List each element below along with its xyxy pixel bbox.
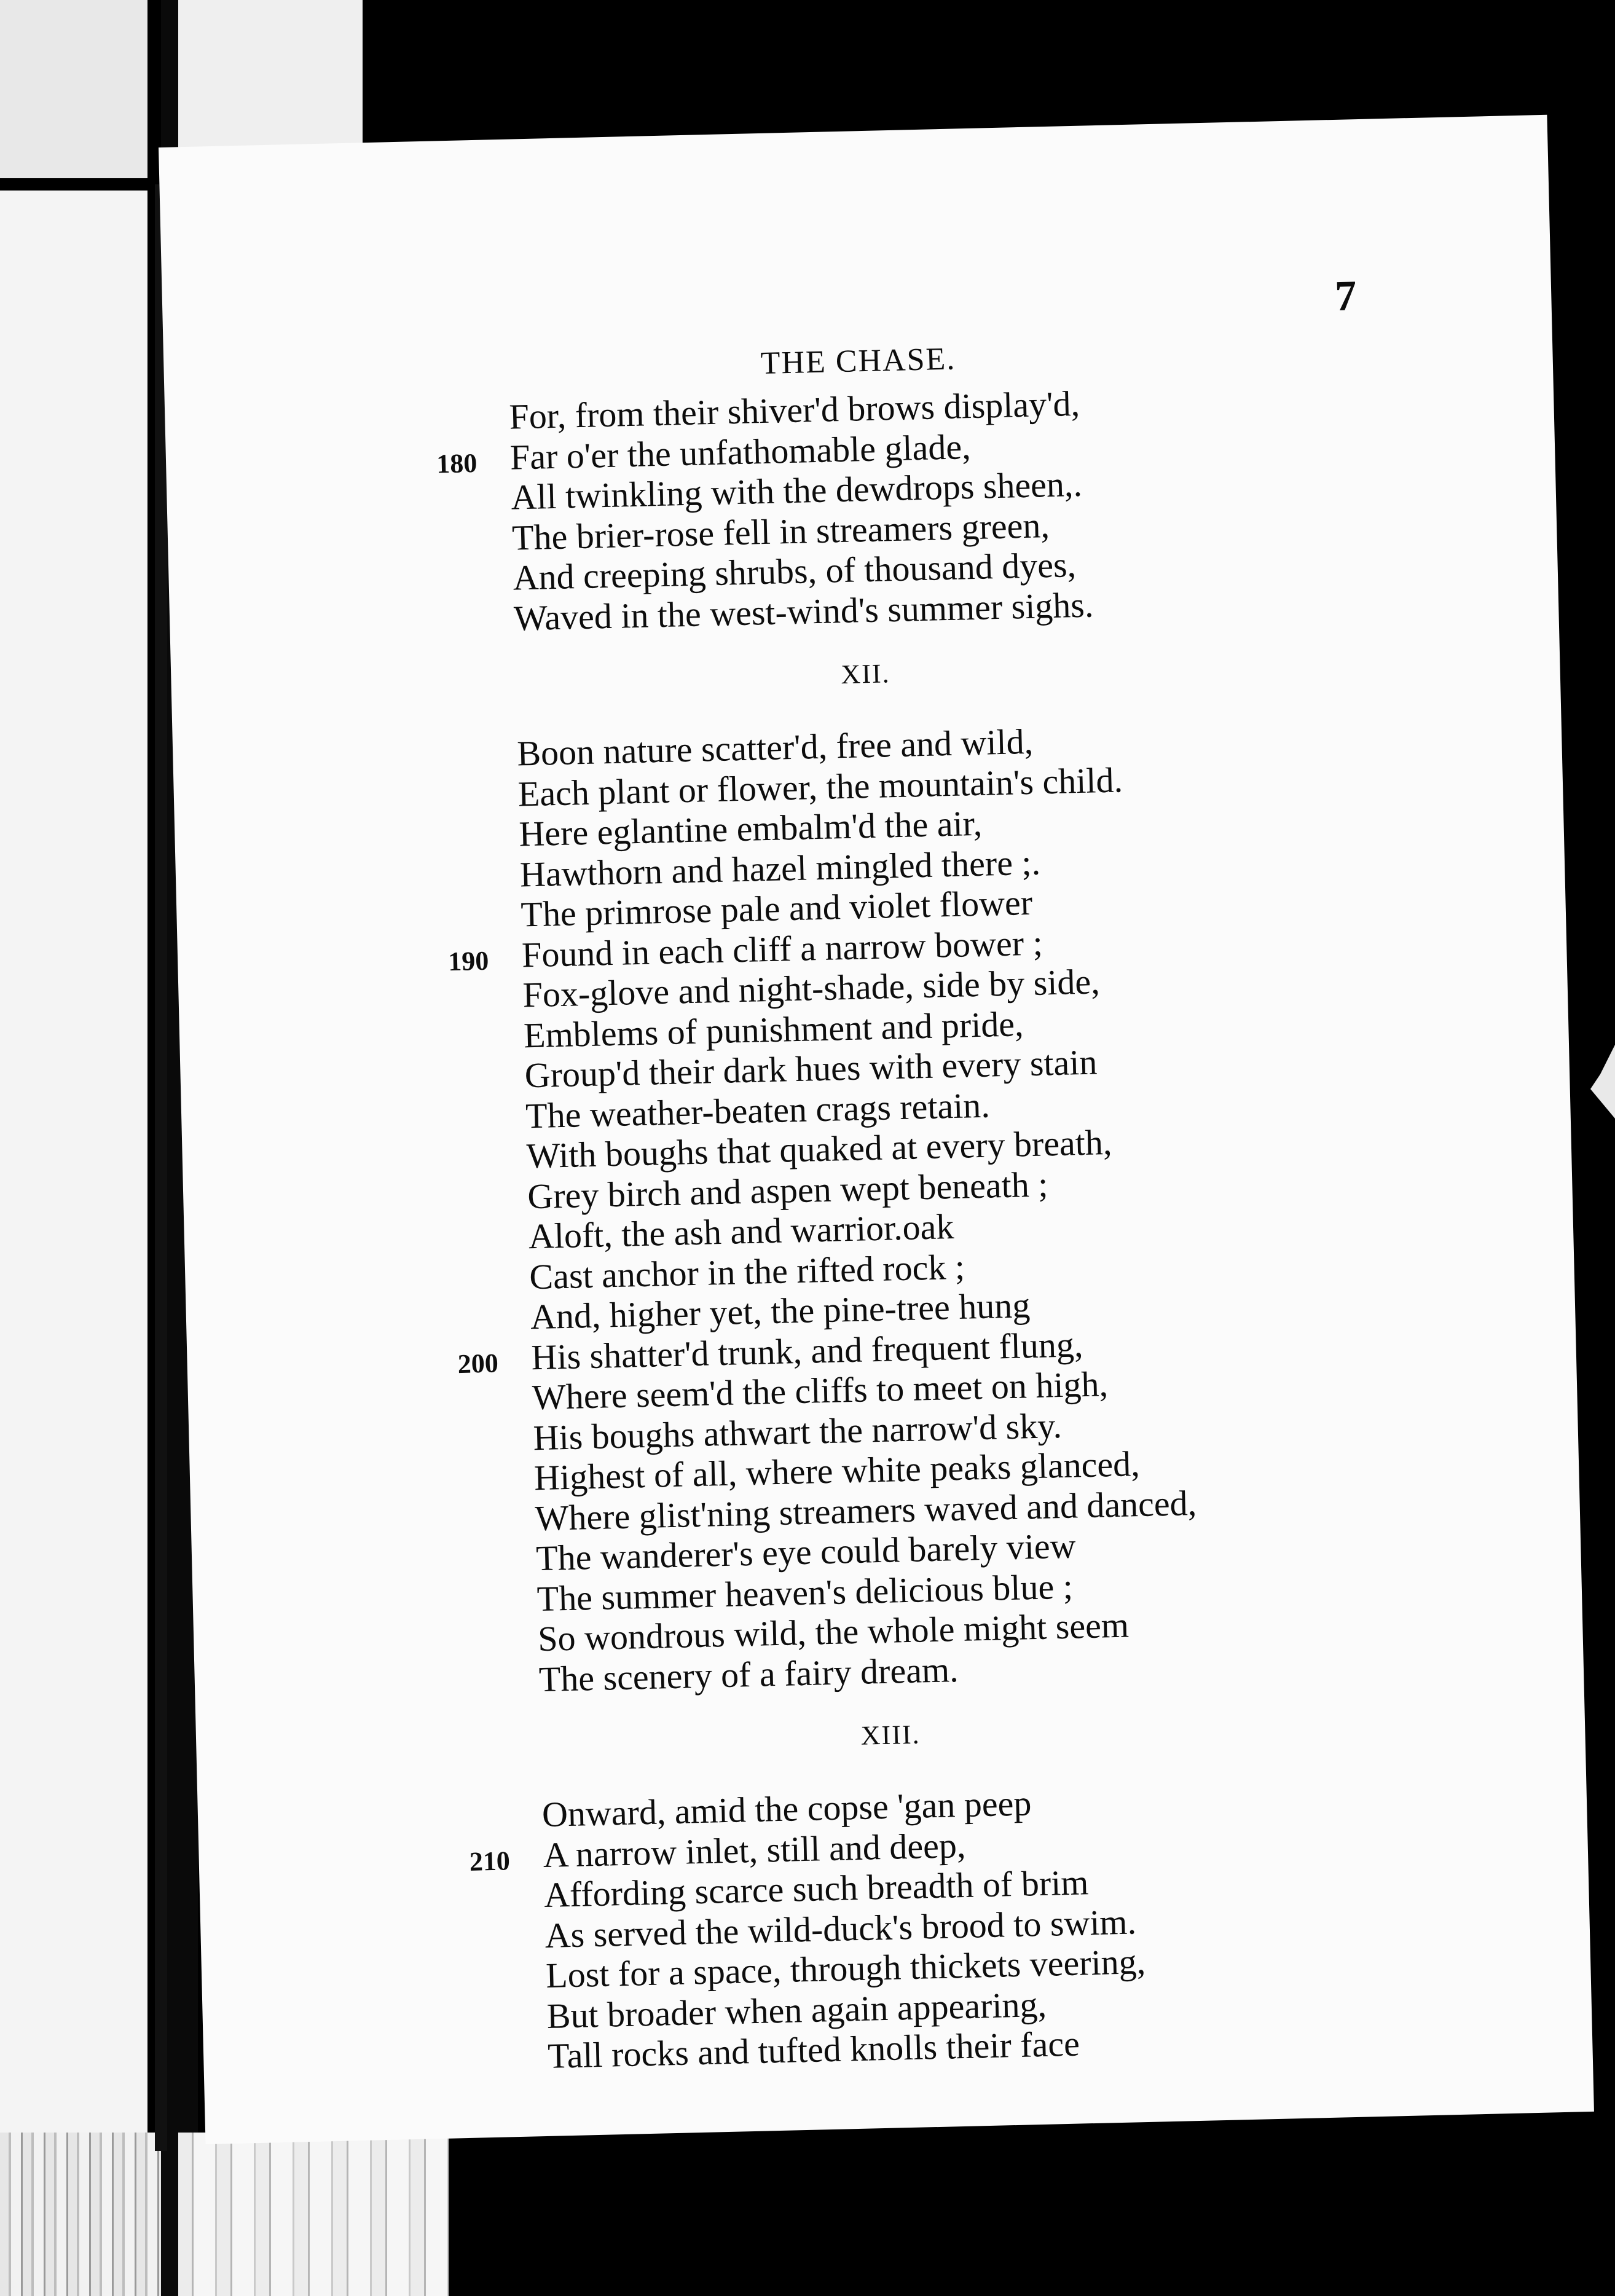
verse-line: Here eglantine embalm'd the air, bbox=[518, 803, 983, 854]
verse-line: Far o'er the unfathomable glade, bbox=[509, 426, 972, 478]
verse-line: Tall rocks and tufted knolls their face bbox=[547, 2023, 1080, 2076]
page-stack-edges bbox=[0, 2133, 161, 2296]
stanza-number: XII. bbox=[840, 658, 891, 690]
verse-line: Waved in the west-wind's summer sighs. bbox=[513, 584, 1094, 639]
verse-line: The summer heaven's delicious blue ; bbox=[536, 1566, 1074, 1619]
verse-line: His shatter'd trunk, and frequent flung, bbox=[530, 1324, 1084, 1377]
running-head: THE CHASE. bbox=[760, 341, 956, 382]
scan-left-margin bbox=[0, 0, 161, 2296]
verse-line: Where glist'ning streamers waved and danced, bbox=[534, 1482, 1197, 1538]
verse-line: Fox-glove and night-shade, side by side, bbox=[522, 961, 1101, 1015]
verse-line: With boughs that quaked at every breath, bbox=[526, 1122, 1113, 1176]
verse-line: But broader when again appearing, bbox=[546, 1984, 1047, 2036]
verse-line: Highest of all, where white peaks glanced, bbox=[533, 1443, 1141, 1498]
verse-line: Found in each cliff a narrow bower ; bbox=[521, 922, 1043, 975]
verse-line: Aloft, the ash and warrior.oak bbox=[528, 1206, 955, 1257]
verse-line: As served the wild-duck's brood to swim. bbox=[544, 1901, 1137, 1956]
line-number: 200 bbox=[457, 1348, 499, 1379]
verse-line: Where seem'd the cliffs to meet on high, bbox=[532, 1364, 1109, 1418]
line-number: 210 bbox=[469, 1845, 511, 1877]
verse-line: The wanderer's eye could barely view bbox=[535, 1525, 1077, 1579]
verse-line: Hawthorn and hazel mingled there ;. bbox=[519, 842, 1041, 894]
facing-page-fragment bbox=[0, 0, 161, 178]
verse-line: Affording scarce such breadth of brim bbox=[543, 1862, 1090, 1916]
verse-line: Lost for a space, through thickets veering, bbox=[545, 1941, 1146, 1995]
verse-line: And, higher yet, the pine-tree hung bbox=[530, 1285, 1031, 1337]
verse-line: For, from their shiver'd brows display'd, bbox=[508, 383, 1080, 437]
verse-line: The primrose pale and violet flower bbox=[520, 882, 1033, 935]
verse-line: Emblems of punishment and pride, bbox=[523, 1003, 1024, 1055]
verse-line: The scenery of a fairy dream. bbox=[538, 1649, 959, 1699]
verse-line: So wondrous wild, the whole might seem bbox=[537, 1605, 1130, 1659]
stanza-number: XIII. bbox=[860, 1719, 921, 1751]
verse-line: His boughs athwart the narrow'd sky. bbox=[532, 1405, 1063, 1458]
line-number: 190 bbox=[447, 945, 489, 977]
verse-line: A narrow inlet, still and deep, bbox=[542, 1825, 966, 1875]
page-stack-bottom bbox=[178, 2133, 449, 2296]
verse-line: Group'd their dark hues with every stain bbox=[524, 1042, 1098, 1096]
verse-line: Onward, amid the copse 'gan peep bbox=[541, 1783, 1032, 1835]
binding-edge-line bbox=[0, 178, 161, 191]
line-number: 180 bbox=[436, 447, 477, 479]
verse-line: All twinkling with the dewdrops sheen,. bbox=[510, 463, 1083, 517]
verse-line: The brier-rose fell in streamers green, bbox=[511, 505, 1050, 558]
book-page bbox=[159, 115, 1594, 2144]
verse-line: Cast anchor in the rifted rock ; bbox=[529, 1246, 965, 1297]
verse-line: Grey birch and aspen wept beneath ; bbox=[527, 1163, 1049, 1216]
verse-line: Each plant or flower, the mountain's child. bbox=[517, 759, 1123, 814]
verse-line: The weather-beaten crags retain. bbox=[525, 1085, 991, 1136]
verse-line: Boon nature scatter'd, free and wild, bbox=[516, 721, 1034, 774]
page-gutter-edge bbox=[155, 184, 167, 2151]
verse-line: And creeping shrubs, of thousand dyes, bbox=[512, 545, 1077, 598]
page-number: 7 bbox=[1334, 272, 1358, 320]
scan-artifact bbox=[1590, 1045, 1615, 1119]
